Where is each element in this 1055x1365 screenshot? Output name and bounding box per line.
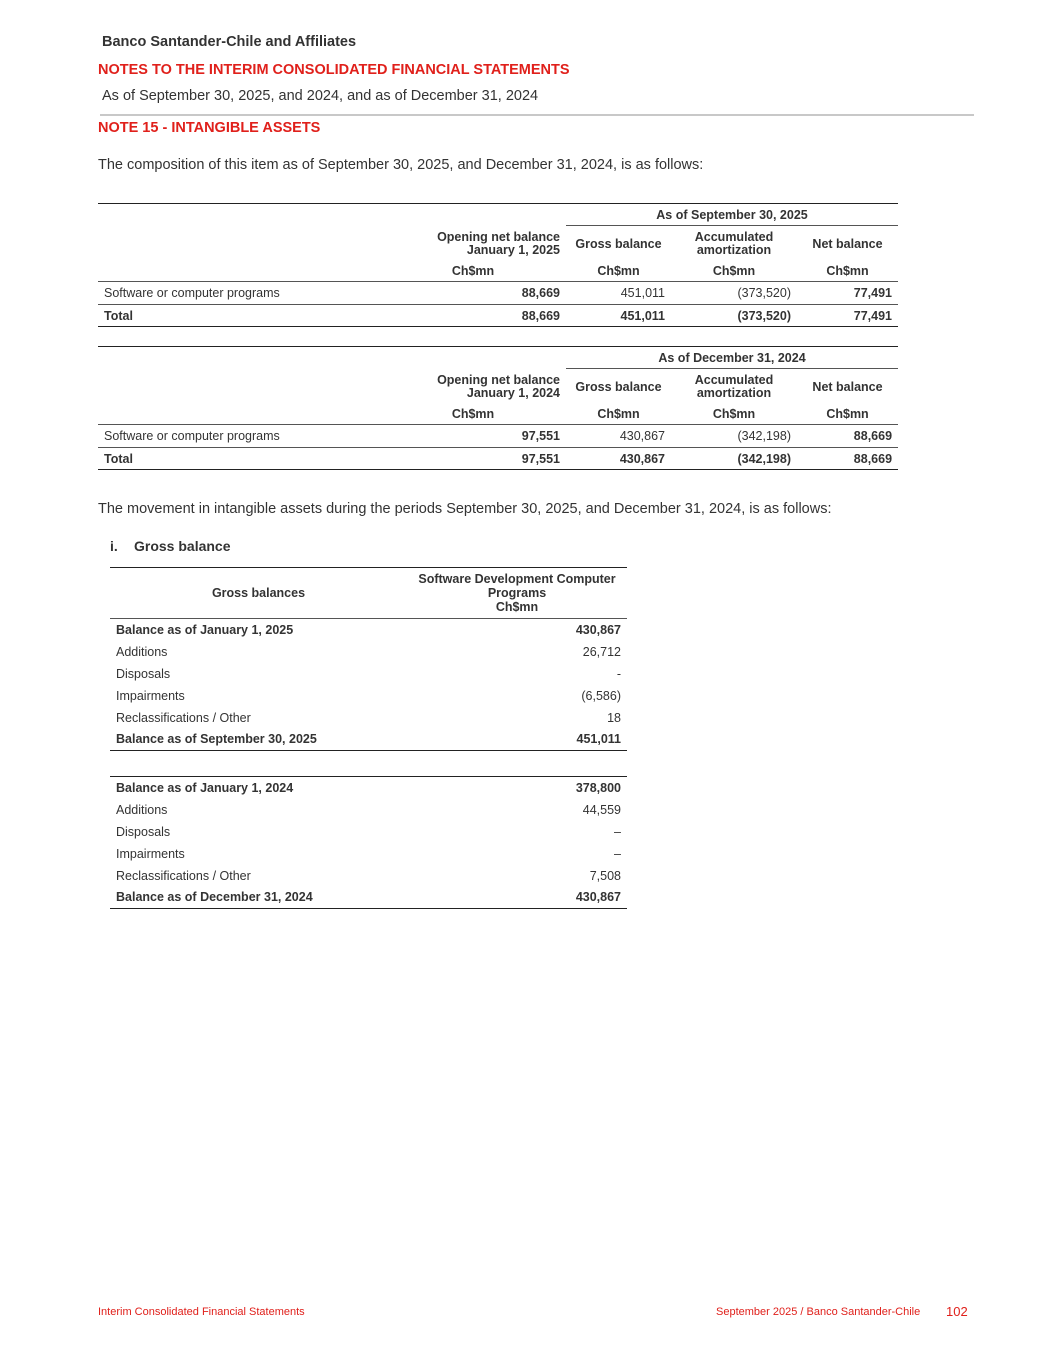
row-label: Balance as of December 31, 2024 [116,890,313,905]
col-opening-header: Opening net balance January 1, 2024 [437,372,560,400]
row-label: Total [104,451,133,466]
accum-value: (373,520) [737,308,791,323]
opening-value: 97,551 [521,429,560,443]
row-label: Reclassifications / Other [116,868,251,883]
net-value: 88,669 [853,451,893,466]
row-value: 18 [607,710,621,725]
page-number: 102 [946,1304,968,1319]
table-row [110,707,627,729]
header-divider [100,114,974,116]
composition-table-2024 [98,346,898,470]
opening-value: 88,669 [521,308,560,323]
unit-label: Ch$mn [597,264,640,279]
row-value: 378,800 [575,780,621,795]
row-label: Balance as of September 30, 2025 [116,732,317,747]
gross-value: 451,011 [620,308,665,323]
table-row [98,282,898,305]
col-value-unit: Ch$mn [495,600,539,614]
row-value: 430,867 [575,890,621,905]
movement-intro: The movement in intangible assets during the periods September 30, 2025, and December 31, 2024, is as follows: [98,501,832,517]
table-row [110,799,627,821]
col-label-header: Gross balances [211,586,306,600]
col-value-header [407,568,627,619]
unit-label: Ch$mn [451,264,495,279]
gross-value: 451,011 [620,286,665,300]
gross-value: 430,867 [619,429,665,443]
section-number: i. [110,538,118,554]
gross-value: 430,867 [619,451,665,466]
net-value: 77,491 [853,308,893,323]
row-label: Additions [116,644,168,659]
unit-label: Ch$mn [826,407,869,422]
row-value: – [614,846,621,861]
table-row [98,425,898,448]
unit-label: Ch$mn [597,407,640,422]
col-net-header: Net balance [812,379,883,394]
row-label: Total [104,308,133,323]
row-value: 26,712 [582,644,621,659]
row-label: Software or computer programs [104,429,280,443]
col-gross-header: Gross balance [575,236,662,251]
table-row [110,619,627,641]
row-value: 44,559 [582,802,621,817]
company-name: Banco Santander-Chile and Affiliates [102,34,357,50]
row-value: (6,586) [581,688,621,703]
col-value-line1: Software Development Computer [418,572,616,586]
total-row [110,887,627,909]
gross-balance-table-2024 [110,776,627,909]
row-label: Impairments [116,688,185,703]
gross-balance-heading [110,538,231,554]
as-of-date: As of September 30, 2025, and 2024, and as of December 31, 2024 [102,88,539,104]
row-value: 451,011 [576,732,621,747]
unit-label: Ch$mn [712,264,756,279]
section-title: Gross balance [134,538,231,554]
composition-table-2025 [98,203,898,327]
col-accum-header: Accumulated amortization [694,372,774,400]
total-row [98,305,898,327]
period-header: As of September 30, 2025 [566,204,898,226]
composition-intro: The composition of this item as of September 30, 2025, and December 31, 2024, is as follows: [98,157,704,173]
unit-label: Ch$mn [826,264,869,279]
net-value: 88,669 [853,429,893,443]
table-row [110,685,627,707]
notes-title: NOTES TO THE INTERIM CONSOLIDATED FINANCIAL STATEMENTS [98,62,570,78]
accum-value: (373,520) [737,286,791,300]
col-value-line2: Programs [487,586,547,600]
total-row [98,448,898,470]
col-net-header: Net balance [812,236,883,251]
net-value: 77,491 [853,286,893,300]
table-row [110,641,627,663]
row-label: Reclassifications / Other [116,710,251,725]
row-label: Balance as of January 1, 2025 [116,622,294,637]
table-row [110,821,627,843]
accum-value: (342,198) [737,451,791,466]
row-value: – [614,824,621,839]
row-value: - [616,666,621,681]
row-label: Balance as of January 1, 2024 [116,780,294,795]
gross-balance-table-2025 [110,567,627,751]
table-row [110,843,627,865]
footer-period: September 2025 / Banco Santander-Chile [716,1306,921,1318]
note-heading: NOTE 15 - INTANGIBLE ASSETS [98,120,321,136]
unit-label: Ch$mn [712,407,756,422]
row-value: 430,867 [575,622,621,637]
col-opening-header: Opening net balance January 1, 2025 [437,229,560,257]
row-value: 7,508 [589,868,621,883]
row-label: Additions [116,802,168,817]
row-label: Disposals [116,666,171,681]
table-row [110,777,627,799]
opening-value: 97,551 [521,451,560,466]
table-row [110,865,627,887]
col-accum-header: Accumulated amortization [694,229,774,257]
table-row [110,663,627,685]
row-label: Software or computer programs [104,286,280,300]
opening-value: 88,669 [521,286,560,300]
total-row [110,729,627,751]
period-header: As of December 31, 2024 [566,347,898,369]
accum-value: (342,198) [737,429,791,443]
col-gross-header: Gross balance [575,379,662,394]
row-label: Impairments [116,846,185,861]
footer-document-title: Interim Consolidated Financial Statements [98,1306,305,1318]
unit-label: Ch$mn [451,407,495,422]
row-label: Disposals [116,824,171,839]
